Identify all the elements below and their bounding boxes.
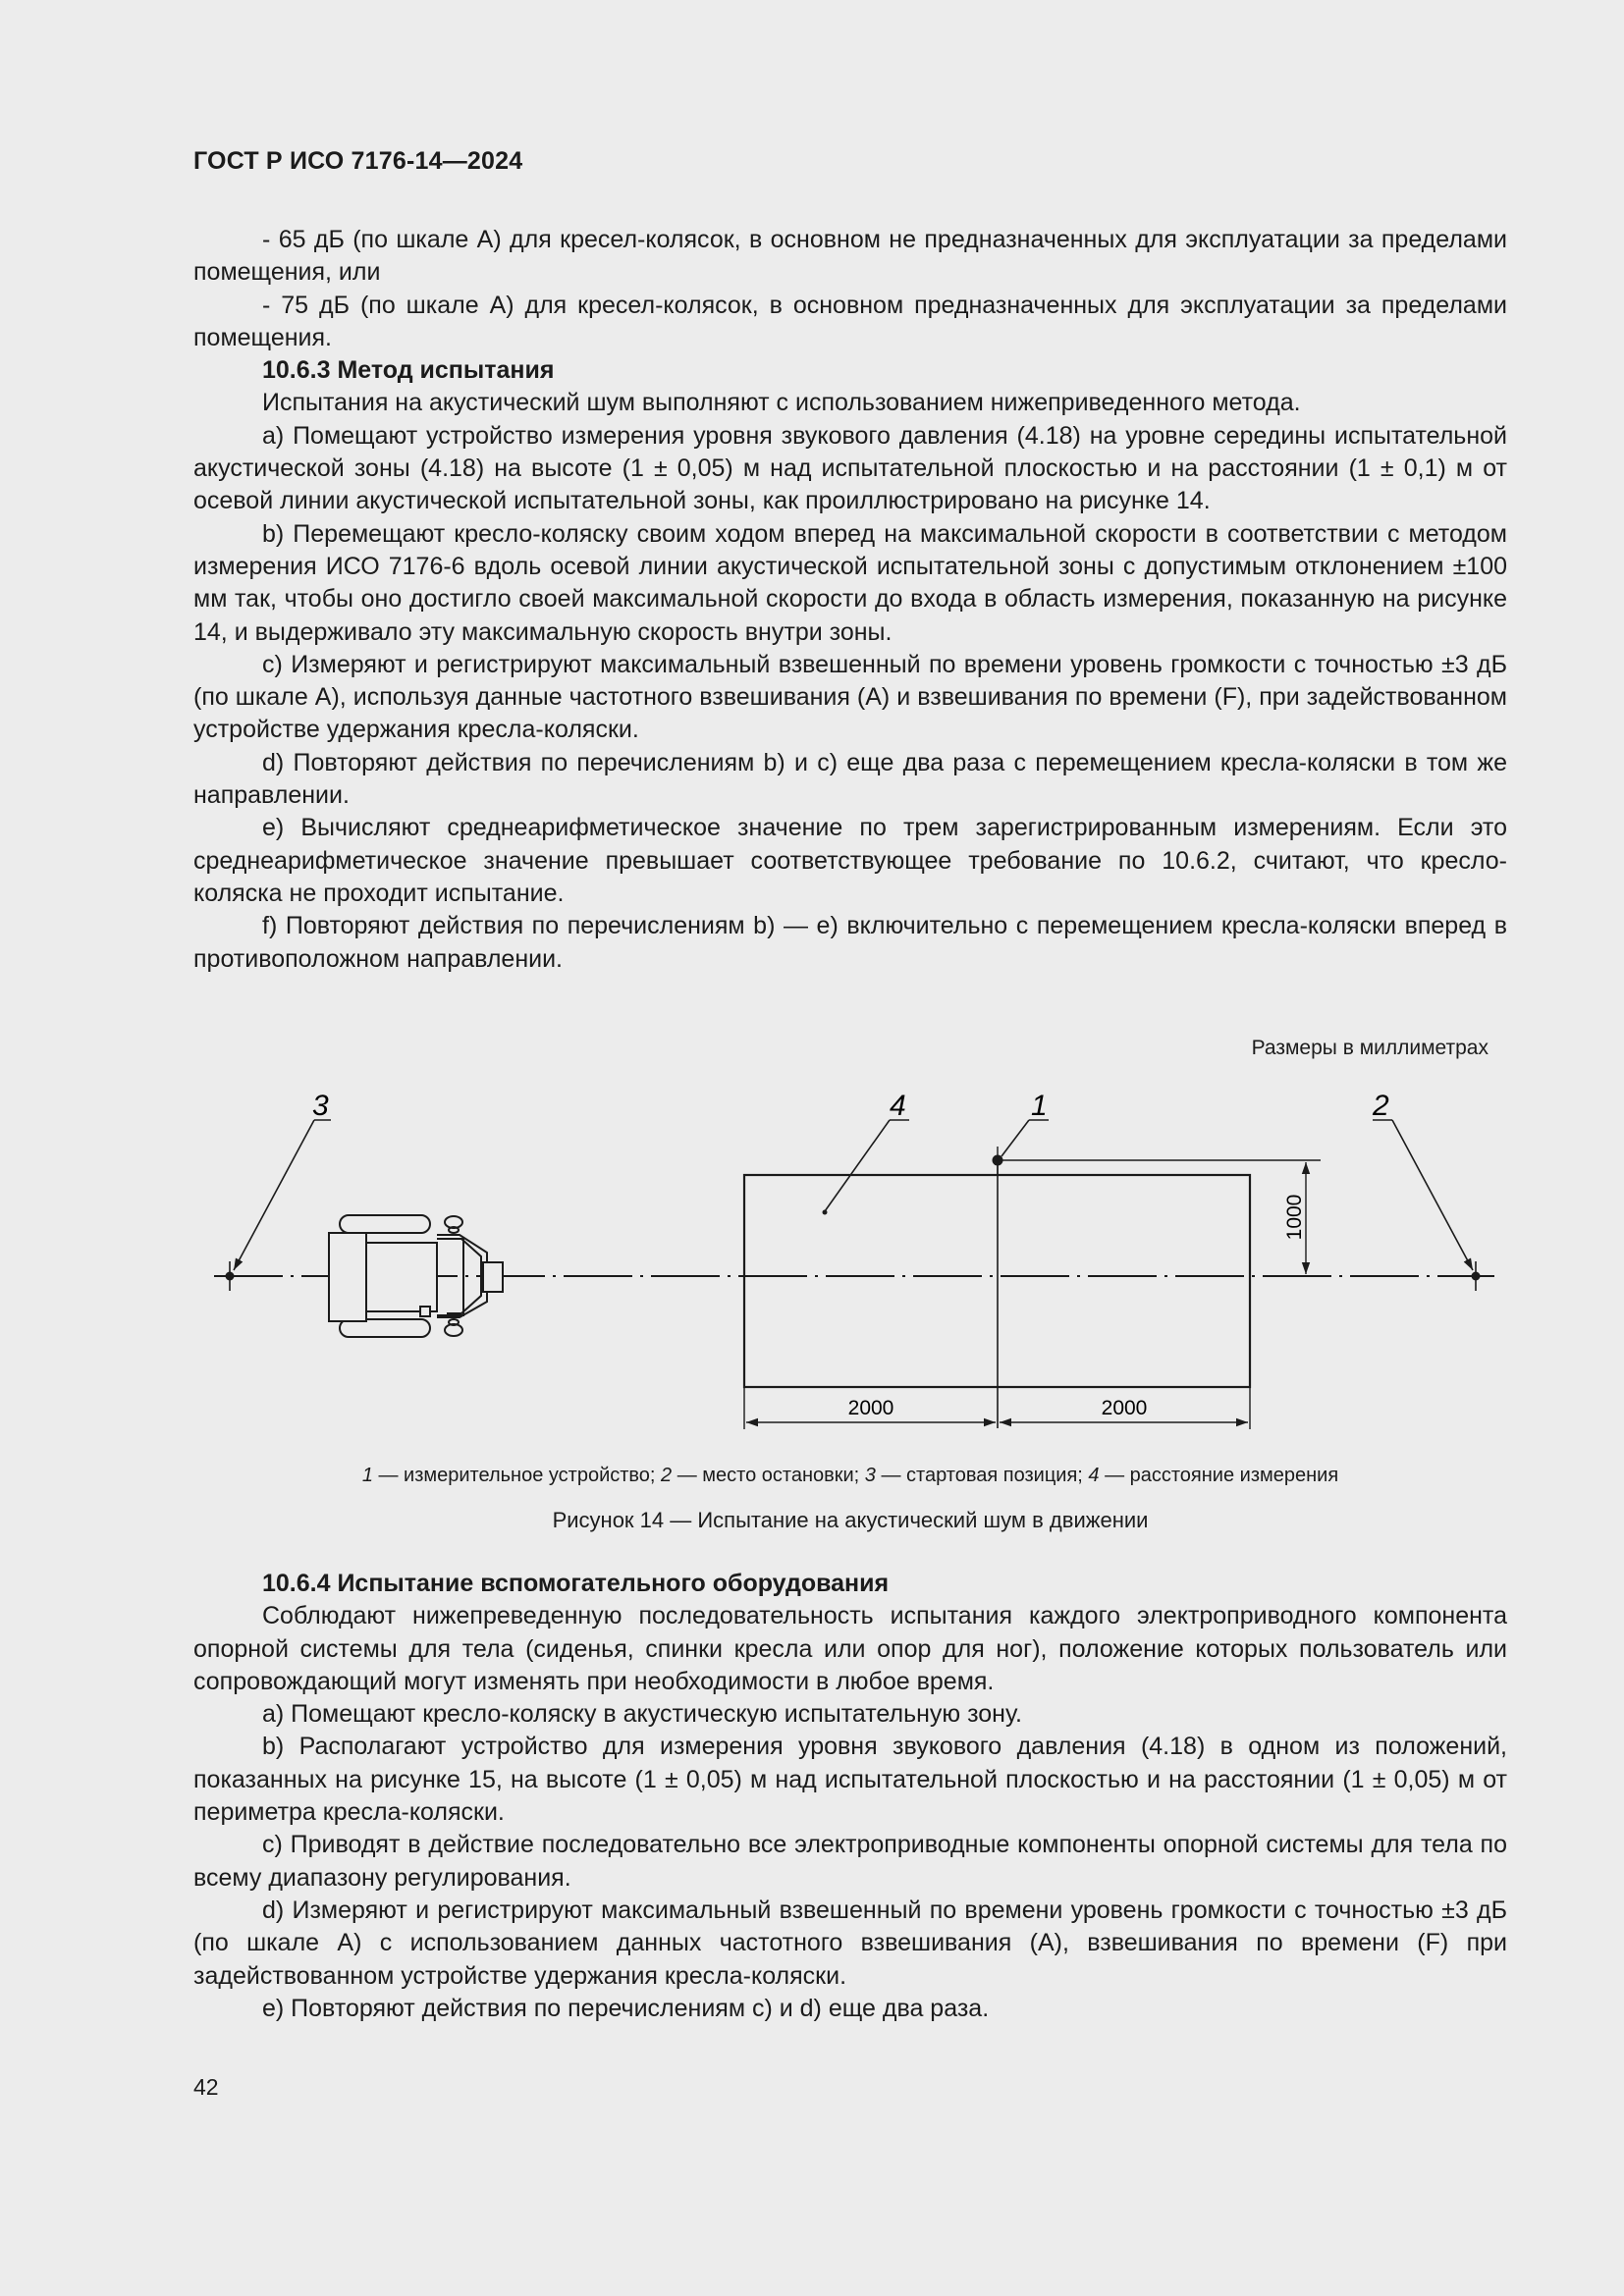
legend-num: 1: [361, 1465, 373, 1486]
label-3: 3: [312, 1090, 329, 1122]
paragraph: Испытания на акустический шум выполняют с использованием нижеприведенного метода.: [262, 389, 1301, 417]
figure-caption: Рисунок 14 — Испытание на акустический шум в движении: [552, 1508, 1149, 1532]
list-item: e) Вычисляют среднеарифметическое значение по трем зарегистрированным измерениям. Если это среднеарифметическое значение превышает соответствующее требование по 10.6.2, считают, что кресло-коляска не проходит испытание.: [193, 814, 1507, 907]
label-2: 2: [1373, 1090, 1389, 1122]
document-header: ГОСТ Р ИСО 7176-14—2024: [193, 147, 523, 175]
legend-num: 3: [864, 1465, 876, 1486]
page-number: 42: [193, 2074, 219, 2100]
label-4: 4: [890, 1090, 906, 1122]
legend-num: 2: [661, 1465, 673, 1486]
dim-left-label: 2000: [847, 1397, 894, 1419]
figure-legend: [193, 1465, 1507, 1487]
paragraph: - 75 дБ (по шкале А) для кресел-колясок, в основном предназначенных для эксплуатации за пределами помещения.: [193, 291, 1507, 351]
legend-text: — расстояние измерения: [1099, 1465, 1339, 1486]
list-item: d) Повторяют действия по перечислениям b) и c) еще два раза с перемещением кресла-коляски в том же направлении.: [193, 748, 1507, 810]
paragraph: - 65 дБ (по шкале А) для кресел-колясок, в основном не предназначенных для эксплуатации за пределами помещения, или: [193, 226, 1507, 287]
paragraph: Соблюдают нижепреведенную последовательность испытания каждого электроприводного компонента опорной системы для тела (сиденья, спинки кресла или опор для ног), положение которых пользователь или сопровождающий могут изменять при необходимости в любое время.: [193, 1602, 1507, 1695]
dim-height-label: 1000: [1283, 1194, 1306, 1241]
list-item: e) Повторяют действия по перечислениям c) и d) еще два раза.: [262, 1994, 990, 2022]
list-item: f) Повторяют действия по перечислениям b) — e) включительно с перемещением кресла-коляски вперед в противоположном направлении.: [193, 912, 1507, 973]
section-text-bottom: [193, 1568, 1507, 2025]
legend-text: — стартовая позиция;: [875, 1465, 1089, 1486]
list-item: b) Перемещают кресло-коляску своим ходом вперед на максимальной скорости в соответствии с методом измерения ИСО 7176-6 вдоль осевой линии акустической испытательной зоны с допустимым отклонением ±100 мм так, чтобы оно достигло своей максимальной скорости до входа в область измерения, показанную на рисунке 14, и выдерживало эту максимальную скорость внутри зоны.: [193, 519, 1507, 646]
label-1: 1: [1031, 1090, 1048, 1122]
list-item: c) Измеряют и регистрируют максимальный взвешенный по времени уровень громкости с точностью ±3 дБ (по шкале А), используя данные частотного взвешивания (А) и взвешивания по времени (F), при задействованном устройстве удержания кресла-коляски.: [193, 650, 1507, 744]
legend-text: — измерительное устройство;: [372, 1465, 662, 1486]
figure-units-note: Размеры в миллиметрах: [1251, 1037, 1489, 1059]
section-heading: 10.6.4 Испытание вспомогательного оборудования: [262, 1570, 890, 1597]
list-item: b) Располагают устройство для измерения уровня звукового давления (4.18) в одном из положений, показанных на рисунке 15, на высоте (1 ± 0,05) м над испытательной плоскостью и на расстоянии (1 ± 0,05) м от периметра кресла-коляски.: [193, 1733, 1507, 1827]
list-item: a) Помещают устройство измерения уровня звукового давления (4.18) на уровне середины испытательной акустической зоны (4.18) на высоте (1 ± 0,05) м над испытательной плоскостью и на расстоянии (1 ± 0,1) м от осевой линии акустической испытательной зоны, как проиллюстрировано на рисунке 14.: [193, 421, 1507, 515]
list-item: c) Приводят в действие последовательно все электроприводные компоненты опорной системы для тела по всему диапазону регулирования.: [193, 1831, 1507, 1892]
dim-right-label: 2000: [1101, 1397, 1148, 1419]
legend-text: — место остановки;: [672, 1465, 865, 1486]
section-heading: 10.6.3 Метод испытания: [262, 356, 555, 385]
legend-num: 4: [1088, 1465, 1100, 1486]
list-item: d) Измеряют и регистрируют максимальный взвешенный по времени уровень громкости с точностью ±3 дБ (по шкале А) с использованием данных частотного взвешивания (А), взвешивания по времени (F) при задействованном устройстве удержания кресла-коляски.: [193, 1896, 1507, 1990]
list-item: a) Помещают кресло-коляску в акустическую испытательную зону.: [262, 1700, 1022, 1729]
